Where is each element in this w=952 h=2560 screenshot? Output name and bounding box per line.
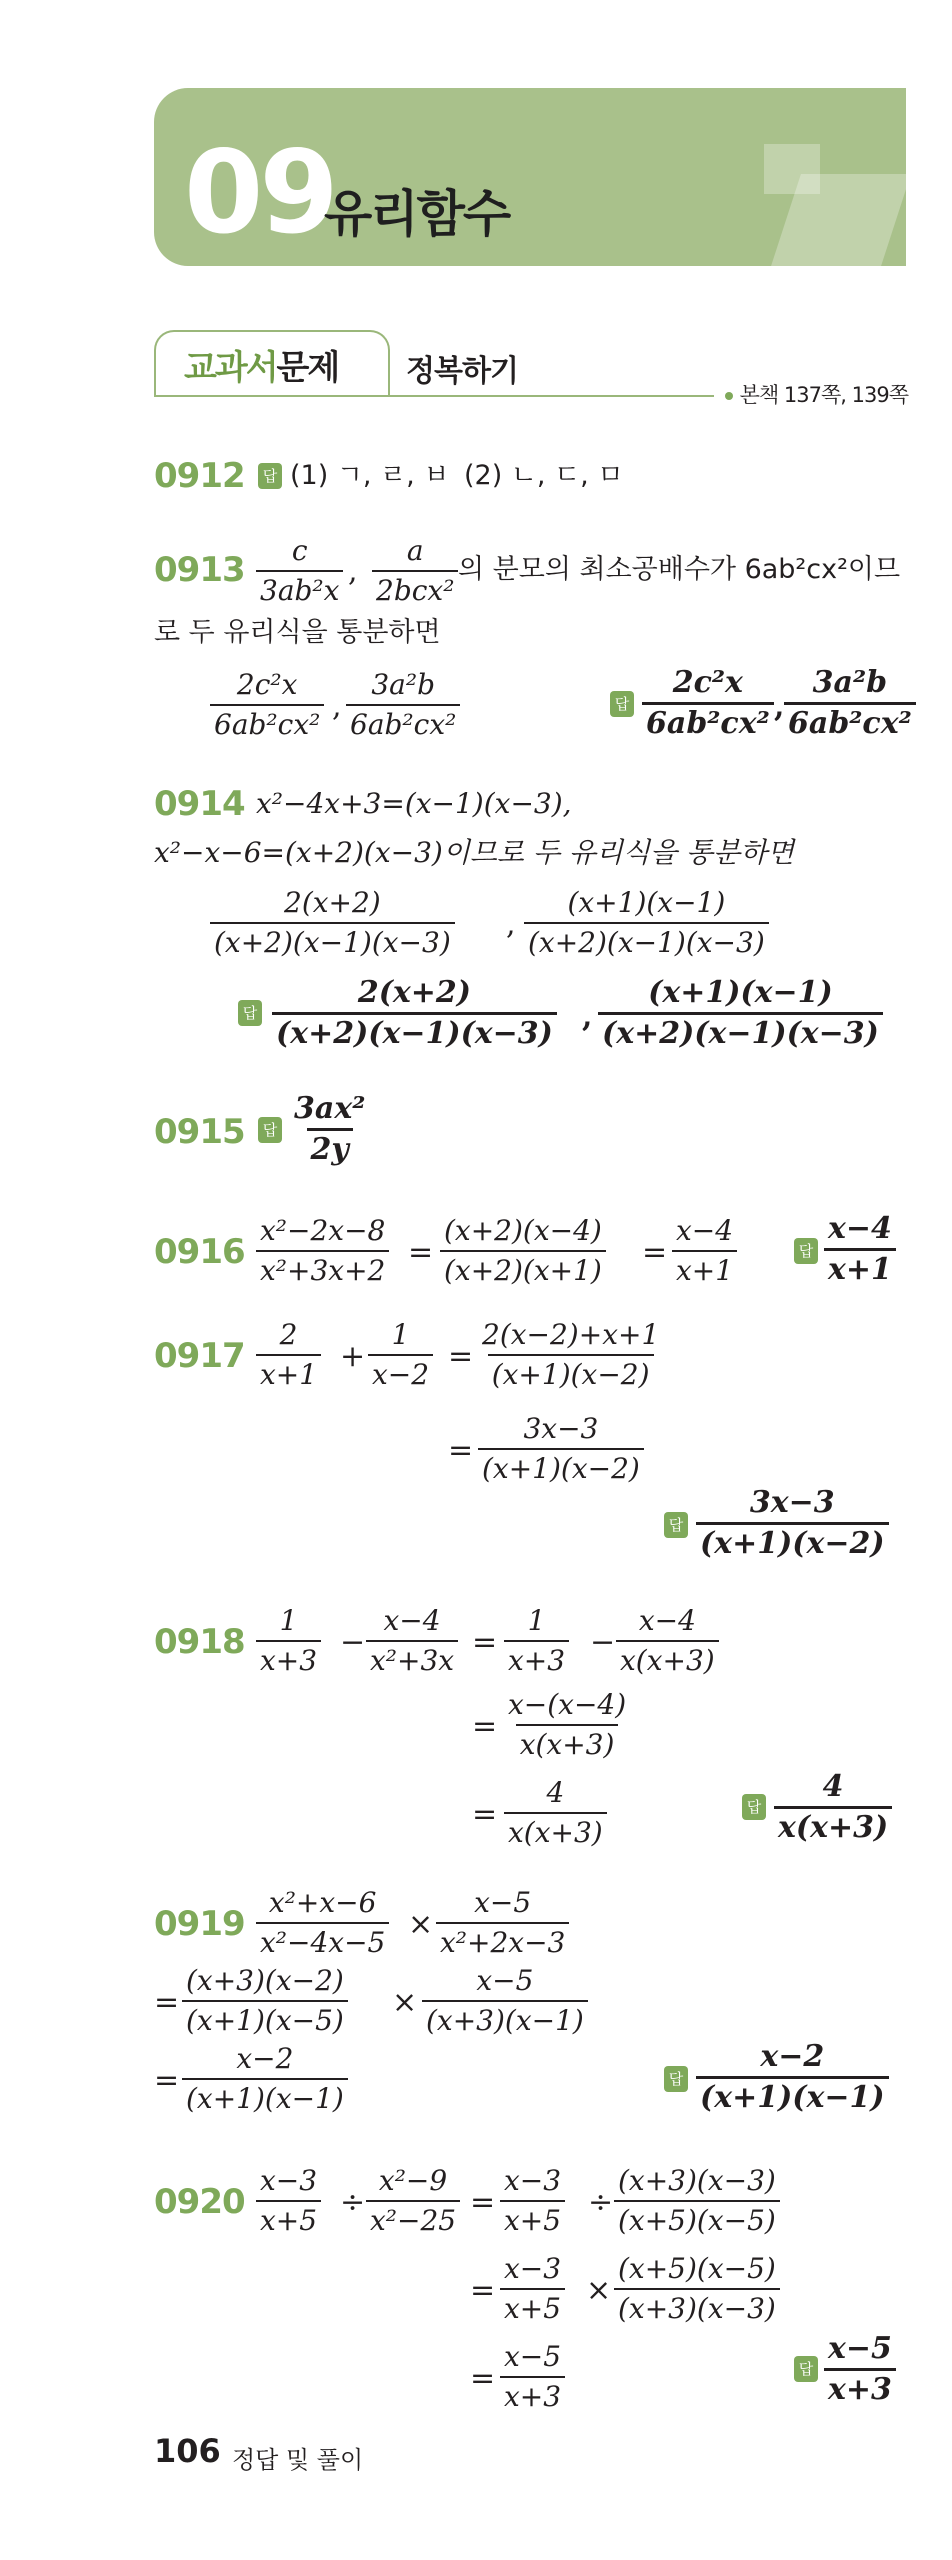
comma: , — [774, 689, 785, 724]
equals-sign: = — [470, 2361, 496, 2396]
equals-sign: = — [154, 1985, 180, 2020]
fraction: 2(x−2)+x+1 (x+1)(x−2) — [482, 1318, 660, 1391]
fraction: x−3 x+5 — [500, 2252, 565, 2326]
problem-number: 0917 — [154, 1336, 245, 1376]
answer-fraction: x−5 x+3 — [824, 2332, 896, 2407]
comma: , — [582, 999, 593, 1034]
problem-number: 0918 — [154, 1622, 245, 1662]
answer-text: (1) ㄱ, ㄹ, ㅂ — [290, 460, 450, 491]
answer-fraction: (x+1)(x−1) (x+2)(x−1)(x−3) — [598, 976, 883, 1051]
minus-sign: − — [590, 1625, 616, 1660]
answer-fraction: x−2 (x+1)(x−1) — [696, 2040, 889, 2115]
problem-number: 0914 — [154, 784, 245, 824]
answer-badge: 답 — [794, 1238, 818, 1264]
fraction: x−5 x²+2x−3 — [436, 1886, 569, 1960]
fraction: x²−2x−8 x²+3x+2 — [256, 1214, 389, 1288]
fraction: 2c²x 6ab²cx² — [210, 668, 324, 742]
fraction: 4 x(x+3) — [504, 1776, 607, 1850]
fraction: x−5 x+3 — [500, 2340, 565, 2414]
equals-sign: = — [472, 1625, 498, 1660]
answer-fraction: 3x−3 (x+1)(x−2) — [696, 1486, 889, 1561]
page-number: 106 — [154, 2432, 221, 2470]
fraction: 3x−3 (x+1)(x−2) — [478, 1412, 644, 1486]
answer-fraction: x−4 x+1 — [824, 1212, 896, 1287]
problem-number: 0919 — [154, 1904, 245, 1944]
problem-number: 0913 — [154, 550, 245, 590]
fraction: (x+5)(x−5) (x+3)(x−3) — [614, 2252, 780, 2326]
equals-sign: = — [472, 1709, 498, 1744]
equals-sign: = — [642, 1235, 668, 1270]
equals-sign: = — [472, 1797, 498, 1832]
problem-number: 0915 — [154, 1112, 245, 1152]
section-title — [184, 348, 338, 388]
answer-fraction: 3a²b 6ab²cx² — [784, 666, 916, 741]
fraction: x−4 x²+3x — [366, 1604, 458, 1678]
fraction: x−3 x+5 — [256, 2164, 321, 2238]
fraction: x−4 x+1 — [672, 1214, 737, 1288]
fraction: c 3ab²x — [256, 534, 343, 608]
footer-text: 정답 및 풀이 — [232, 2446, 364, 2474]
fraction: (x+2)(x−4) (x+2)(x+1) — [440, 1214, 606, 1288]
fraction: 3a²b 6ab²cx² — [346, 668, 460, 742]
section-title-part2: 문제 — [276, 348, 339, 388]
fraction: (x+3)(x−3) (x+5)(x−5) — [614, 2164, 780, 2238]
equation-line: x²−4x+3=(x−1)(x−3), — [256, 787, 572, 820]
answer-fraction: 3ax² 2y — [294, 1091, 366, 1167]
times-sign: × — [392, 1985, 418, 2020]
comma: , — [332, 689, 342, 724]
comma: , — [348, 554, 358, 589]
answer-text: (2) ㄴ, ㄷ, ㅁ — [464, 460, 624, 491]
fraction: x−5 (x+3)(x−1) — [422, 1964, 588, 2038]
solution-text: 로 두 유리식을 통분하면 — [154, 617, 441, 648]
fraction: 1 x+3 — [504, 1604, 569, 1678]
equals-sign: = — [470, 2273, 496, 2308]
fraction: 2 x+1 — [256, 1318, 321, 1392]
answer-badge: 답 — [794, 2356, 818, 2382]
times-sign: × — [408, 1907, 434, 1942]
comma: , — [506, 907, 516, 942]
answer-badge: 답 — [664, 1512, 688, 1538]
section-divider — [154, 395, 714, 397]
problem-number: 0916 — [154, 1232, 245, 1272]
fraction: x−(x−4) x(x+3) — [508, 1688, 627, 1761]
fraction: 2(x+2) (x+2)(x−1)(x−3) — [210, 886, 455, 960]
answer-badge: 답 — [258, 463, 282, 489]
fraction: (x+3)(x−2) (x+1)(x−5) — [182, 1964, 348, 2038]
fraction: a 2bcx² — [372, 534, 458, 608]
section-subtitle: 정복하기 — [406, 354, 518, 389]
fraction: 1 x−2 — [368, 1318, 433, 1392]
answer-badge: 답 — [742, 1794, 766, 1820]
plus-sign: + — [340, 1339, 366, 1374]
chapter-title: 유리함수 — [324, 185, 510, 243]
page-reference: 본책 137쪽, 139쪽 — [725, 383, 908, 407]
equation-line: x²−x−6=(x+2)(x−3)이므로 두 유리식을 통분하면 — [154, 836, 795, 869]
divide-sign: ÷ — [340, 2185, 366, 2220]
equals-sign: = — [448, 1339, 474, 1374]
fraction: x−2 (x+1)(x−1) — [182, 2042, 348, 2116]
answer-badge: 답 — [258, 1117, 282, 1143]
divide-sign: ÷ — [588, 2185, 614, 2220]
minus-sign: − — [340, 1625, 366, 1660]
fraction: x−3 x+5 — [500, 2164, 565, 2238]
equals-sign: = — [448, 1433, 474, 1468]
times-sign: × — [586, 2273, 612, 2308]
problem-number: 0920 — [154, 2182, 245, 2222]
fraction: 1 x+3 — [256, 1604, 321, 1678]
answer-fraction: 2(x+2) (x+2)(x−1)(x−3) — [272, 976, 557, 1051]
chapter-banner — [154, 88, 906, 266]
answer-badge: 답 — [610, 691, 634, 717]
equals-sign: = — [470, 2185, 496, 2220]
problem-number: 0912 — [154, 456, 245, 496]
answer-badge: 답 — [238, 1000, 262, 1026]
fraction: x−4 x(x+3) — [616, 1604, 719, 1678]
equals-sign: = — [408, 1235, 434, 1270]
section-title-part1: 교과서 — [184, 348, 277, 388]
answer-badge: 답 — [664, 2066, 688, 2092]
fraction: x²+x−6 x²−4x−5 — [256, 1886, 389, 1960]
equals-sign: = — [154, 2063, 180, 2098]
answer-fraction: 4 x(x+3) — [774, 1770, 892, 1845]
fraction: x²−9 x²−25 — [366, 2164, 460, 2238]
solution-text: 의 분모의 최소공배수가 6ab²cx²이므 — [458, 554, 901, 585]
answer-fraction: 2c²x 6ab²cx² — [642, 666, 774, 741]
chapter-number: 09 — [184, 126, 335, 259]
fraction: (x+1)(x−1) (x+2)(x−1)(x−3) — [524, 886, 769, 960]
